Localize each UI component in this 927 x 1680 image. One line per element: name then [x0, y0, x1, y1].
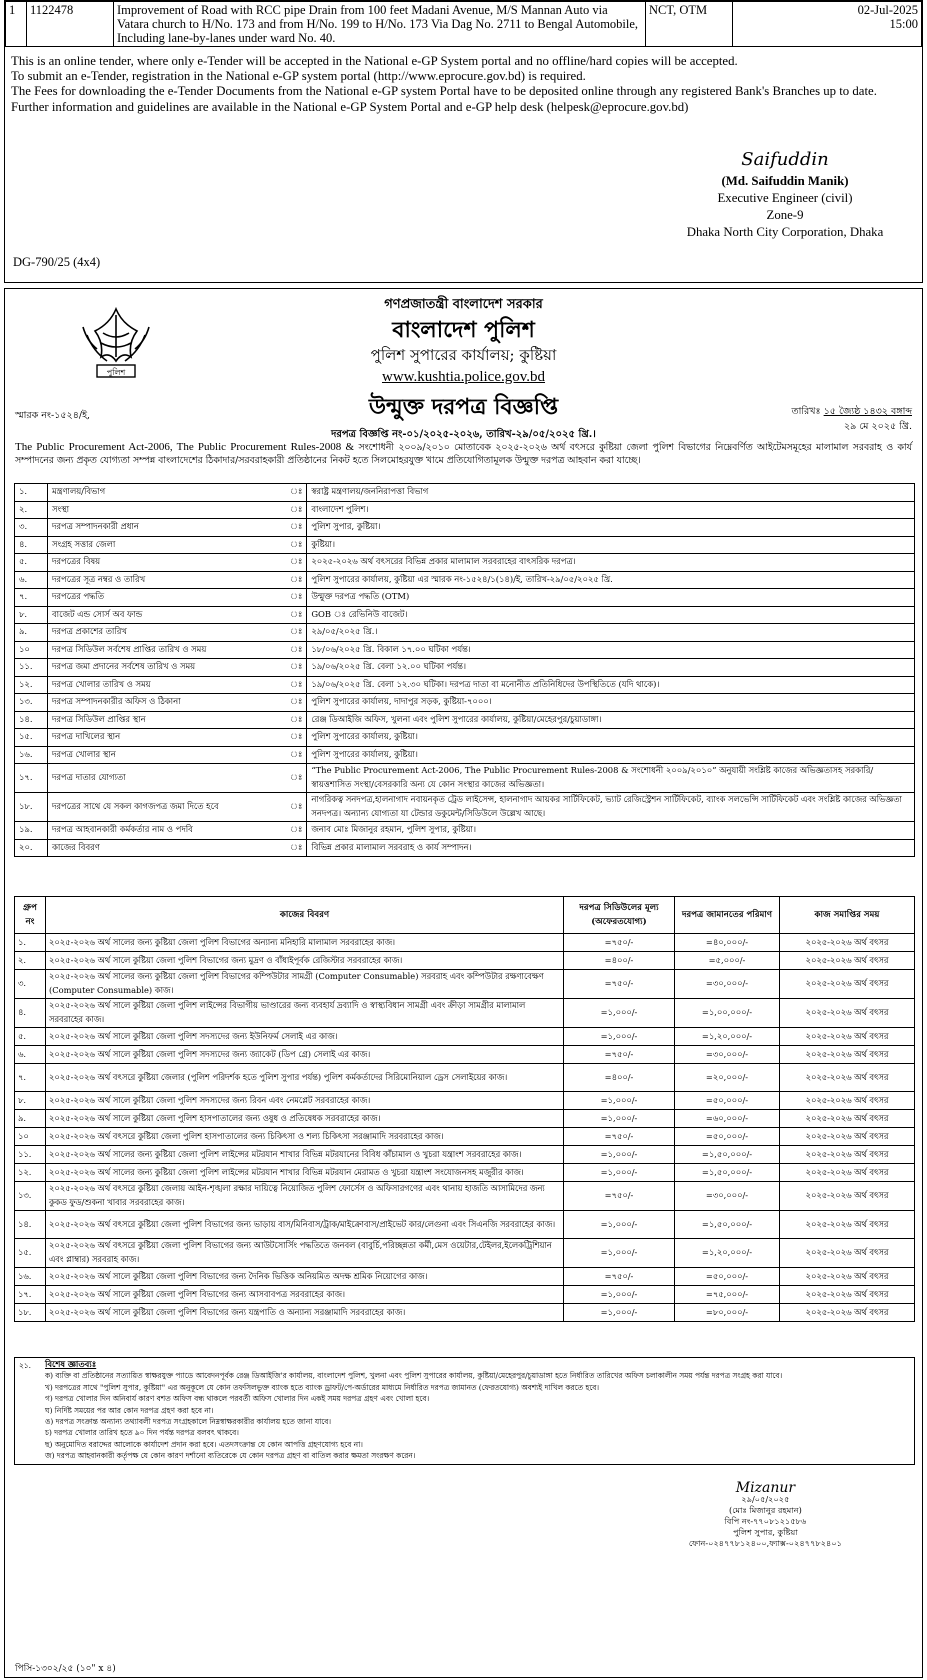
office-name: পুলিশ সুপারের কার্যালয়; কুষ্টিয়া [370, 346, 557, 364]
work-period: ২০২৫-২০২৬ অর্থ বৎসর [780, 1211, 915, 1239]
work-sl: ১৭. [15, 1286, 46, 1304]
date-label: তারিখঃ [791, 406, 821, 417]
row-number: ১৪. [15, 711, 48, 729]
row-separator: ঃ [286, 606, 307, 624]
signature-scrawl: Saifuddin [741, 149, 829, 170]
tender-method: NCT, OTM [646, 2, 733, 47]
table-row [15, 970, 915, 999]
table-row [15, 952, 915, 970]
row-value: রেঞ্জ ডিআইজি অফিস, খুলনা এবং পুলিশ সুপারের কার্যালয়, কুষ্টিয়া/মেহেরপুর/চুয়াডাঙ্গা। [307, 711, 915, 729]
row-separator: ঃ [286, 659, 307, 677]
paragraph: To submit an e-Tender, registration in the National e-GP system portal (http://www.eprocure.gov.bd) is required. [11, 69, 586, 84]
date-bangla: ১৫ জ্যৈষ্ঠ ১৪৩২ বঙ্গাব্দ [823, 406, 912, 417]
work-period: ২০২৫-২০২৬ অর্থ বৎসর [780, 1164, 915, 1182]
work-sl: ২. [15, 952, 46, 970]
work-description: ২০২৫-২০২৬ অর্থ সালে কুষ্টিয়া জেলা পুলিশ সদস্যদের জন্য ইউনিফর্ম সেলাই এর কাজ। [46, 1028, 564, 1046]
note-item: গ) দরপত্র খোলার দিন অনিবার্য কারণ বশত অফিস বন্ধ থাকলে পরবর্তী অফিস খোলার দিন একই সময় দরপত্র গ্রহণ এবং খোলা হবে। [45, 1394, 430, 1404]
work-period: ২০২৫-২০২৬ অর্থ বৎসর [780, 1064, 915, 1092]
work-security: =৩০,০০০/- [675, 1182, 780, 1211]
work-security: =৫০,০০০/- [675, 1128, 780, 1146]
row-separator: ঃ [286, 839, 307, 857]
work-description: ২০২৫-২০২৬ অর্থ সালের জন্য কুষ্টিয়া জেলা পুলিশ বিভাগের অন্যান্য মনিহারি মালামাল সরবরাহের কাজ। [46, 934, 564, 952]
row-value: নাগরিকত্ব সনদপত্র,হালনাগাদ নবায়নকৃত ট্রেড লাইসেন্স, হালনাগাদ আয়কর সার্টিফিকেট, ভ্যাট রেজিস্ট্রেশন সার্টিফিকেট, ব্যাংক সলভেন্সি সার্টিফিকেট এবং সংশ্লিষ্ট কাজের অভিজ্ঞতা সনদপত্র। অন্যান্য যোগ্যতা যা টেন্ডার ডকুমেন্ট/সিডিউলে উল্লেখ আছে। [307, 793, 915, 822]
work-period: ২০২৫-২০২৬ অর্থ বৎসর [780, 970, 915, 999]
work-sl: ১১. [15, 1146, 46, 1164]
paragraph: The Fees for downloading the e-Tender Documents from the National e-GP system Portal have to be deposited online through any registered Bank's Branches up to date. [11, 84, 877, 99]
closing-datetime [733, 2, 922, 47]
row-sl: 1 [6, 2, 27, 47]
work-description: ২০২৫-২০২৬ অর্থ সালে কুষ্টিয়া জেলা পুলিশ বিভাগের জন্য যন্ত্রপাতি ও অন্যান্য সরঞ্জামাদি সরবরাহের কাজ। [46, 1304, 564, 1322]
row-label: দরপত্র সিডিউল সর্বশেষ প্রাপ্তির তারিখ ও সময় [48, 641, 287, 659]
row-label: মন্ত্রণালয়/বিভাগ [48, 484, 287, 502]
col-period: কাজ সমাপ্তির সময় [780, 897, 915, 934]
work-fee: =৭৫০/- [564, 1128, 675, 1146]
row-value: পুলিশ সুপারের কার্যালয়, কুষ্টিয়া এর স্মারক নং-১৫২৪/১(১৪)/ই, তারিখ-২৯/০৫/২০২৫ খ্রি. [307, 571, 915, 589]
work-sl: ১৩. [15, 1182, 46, 1211]
row-label: দরপত্র দাখিলের স্থান [48, 729, 287, 747]
work-sl: ১২. [15, 1164, 46, 1182]
table-row [15, 1239, 915, 1268]
work-sl: ৫. [15, 1028, 46, 1046]
work-description: ২০২৫-২০২৬ অর্থ সালে কুষ্টিয়া জেলা পুলিশ সদস্যদের জন্য রিবন এবং নেমপ্লেট সরবরাহের কাজ। [46, 1092, 564, 1110]
row-number: ২০. [15, 839, 48, 857]
closing-date: 02-Jul-2025 [857, 3, 918, 17]
row-number: ৭. [15, 589, 48, 607]
tender-description: Improvement of Road with RCC pipe Drain from 100 feet Madani Avenue, M/S Mannan Auto via Vatara church to H/No. 173 and from H/No. 199 to H/No. 173 Via Dag No. 2711 to Bengal Automobile, Including lane-by-lanes under ward No. 40. [114, 2, 646, 47]
row-value: উন্মুক্ত দরপত্র পদ্ধতি (OTM) [307, 589, 915, 607]
work-fee: =৪০০/- [564, 1064, 675, 1092]
row-separator: ঃ [286, 694, 307, 712]
work-fee: =১,০০০/- [564, 1110, 675, 1128]
notes-heading: বিশেষ জ্ঞাতব্যঃ [45, 1359, 97, 1369]
work-fee: =৭৫০/- [564, 970, 675, 999]
note-item: ঙ) দরপত্র সংক্রান্ত অন্যান্য তথ্যাবলী দরপত্র সংগ্রহকালে নিম্নস্বাক্ষরকারীর কার্যালয় হতে জানা যাবে। [45, 1417, 331, 1427]
table-row [15, 1182, 915, 1211]
signature-block [688, 1480, 842, 1549]
notice-header [5, 295, 922, 427]
signatory-name: (মোঃ মিজানুর রহমান) [729, 1505, 802, 1515]
notes-number: ২১. [19, 1361, 31, 1370]
row-separator: ঃ [286, 624, 307, 642]
row-separator: ঃ [286, 519, 307, 537]
table-row [15, 793, 915, 822]
work-period: ২০২৫-২০২৬ অর্থ বৎসর [780, 1046, 915, 1064]
table-row [15, 589, 915, 607]
work-security: =৪০,০০০/- [675, 934, 780, 952]
work-security: =৫০,০০০/- [675, 1268, 780, 1286]
dept-name: বাংলাদেশ পুলিশ [392, 317, 535, 343]
memo-number: স্মারক নং-১৫২৪/ই, [15, 410, 91, 421]
table-row [15, 1110, 915, 1128]
table-row [15, 839, 915, 857]
row-value: জনাব মোঃ মিজানুর রহমান, পুলিশ সুপার, কুষ্টিয়া। [307, 822, 915, 840]
work-security: =৫০,০০০/- [675, 1092, 780, 1110]
note-item: খ) দরপত্রের সাথে "পুলিশ সুপার, কুষ্টিয়া" এর অনুকূলে যে কোন তফসিলভুক্ত ব্যাংক হতে ব্যাংক ড্রাফট/পে-অর্ডারের মাধ্যমে নির্ধারিত দরপত্র জামানত (ফেরতযোগ্য) অবশ্যই দাখিল করতে হবে। [45, 1382, 600, 1392]
dg-number: DG-790/25 (4x4) [13, 255, 101, 269]
row-number: ৬. [15, 571, 48, 589]
table-row [15, 764, 915, 793]
work-description: ২০২৫-২০২৬ অর্থ বৎসরে কুষ্টিয়া জেলার (পুলিশ পরিদর্শক হতে পুলিশ সুপার পর্যন্ত) পুলিশ কর্মকর্তাদের সিরিমোনিয়াল ড্রেস সেলাইয়ের কাজ। [46, 1064, 564, 1092]
work-fee: =১,০০০/- [564, 1028, 675, 1046]
row-value: GOB ঃ রেভিনিউ বাজেট। [307, 606, 915, 624]
table-row [15, 694, 915, 712]
row-number: ৮. [15, 606, 48, 624]
work-sl: ৭. [15, 1064, 46, 1092]
work-period: ২০২৫-২০২৬ অর্থ বৎসর [780, 1286, 915, 1304]
work-sl: ১৬. [15, 1268, 46, 1286]
row-separator: ঃ [286, 729, 307, 747]
work-security: =১,২০,০০০/- [675, 1239, 780, 1268]
police-tender-notice [4, 288, 923, 1678]
row-separator: ঃ [286, 641, 307, 659]
table-row [15, 1286, 915, 1304]
row-label: কাজের বিবরণ [48, 839, 287, 857]
work-period: ২০২৫-২০২৬ অর্থ বৎসর [780, 1239, 915, 1268]
work-fee: =৪০০/- [564, 952, 675, 970]
work-description: ২০২৫-২০২৬ অর্থ সালে কুষ্টিয়া জেলা পুলিশ লাইন্সের বিভাগীয় ভাণ্ডারের জন্য ব্যবহার্য দ্রব্যাদি ও স্বাস্থ্যবিধান সামগ্রী এবং ক্রীড়া সামগ্রীর মালামাল সরবরাহের কাজ। [46, 999, 564, 1028]
work-security: =৩০,০০০/- [675, 1046, 780, 1064]
row-label: দরপত্র প্রকাশের তারিখ [48, 624, 287, 642]
row-separator: ঃ [286, 589, 307, 607]
row-label: দরপত্র সম্পাদনকারীর অফিস ও ঠিকানা [48, 694, 287, 712]
row-value: “The Public Procurement Act-2006, The Public Procurement Rules-2008 & সংশোধনী ২০০৯/২০১০” অনুযায়ী সংশ্লিষ্ট কাজের অভিজ্ঞতাসহ সরকারি/স্বায়ত্তশাসিত সংস্থা/বেসরকারি অন্য যে কোন সংস্থার কাজের অভিজ্ঞতা। [307, 764, 915, 793]
work-period: ২০২৫-২০২৬ অর্থ বৎসর [780, 1092, 915, 1110]
row-number: ১. [15, 484, 48, 502]
table-row [15, 711, 915, 729]
row-number: ১৬. [15, 746, 48, 764]
row-separator: ঃ [286, 711, 307, 729]
work-security: =১,৫০,০০০/- [675, 1146, 780, 1164]
row-value: ১৮/০৬/২০২৫ খ্রি. বিকাল ১৭.০০ ঘটিকা পর্যন্ত। [307, 641, 915, 659]
work-sl: ৮. [15, 1092, 46, 1110]
work-description: ২০২৫-২০২৬ অর্থ বৎসরে কুষ্টিয়া জেলা পুলিশ বিভাগের জন্য আউটসোর্সিং পদ্ধতিতে জনবল (বাবুর্চি,পরিচ্ছন্নতা কর্মী,মেস ওয়েটার,টেইলর,ইলেকট্রিশিয়ান এবং প্লাম্বার) সরবরাহ কাজ। [46, 1239, 564, 1268]
col-fee: দরপত্র সিডিউলের মূল্য (অফেরতযোগ্য) [564, 897, 675, 934]
govt-name: গণপ্রজাতন্ত্রী বাংলাদেশ সরকার [384, 297, 543, 312]
table-row [15, 1304, 915, 1322]
row-value: পুলিশ সুপারের কার্যালয়, কুষ্টিয়া। [307, 729, 915, 747]
signature-scrawl: Mizanur [735, 1480, 796, 1496]
row-number: ৩. [15, 519, 48, 537]
work-security: =৫,০০০/- [675, 952, 780, 970]
table-row [15, 999, 915, 1028]
row-separator: ঃ [286, 501, 307, 519]
work-security: =৩০,০০০/- [675, 970, 780, 999]
signatory-designation: পুলিশ সুপার, কুষ্টিয়া [733, 1527, 798, 1537]
table-row [15, 554, 915, 572]
row-number: ১৯. [15, 822, 48, 840]
note-item: ঘ) নির্দিষ্ট সময়ের পর আর কোন দরপত্র গ্রহণ করা হবে না। [45, 1405, 214, 1415]
page-title: উন্মুক্ত দরপত্র বিজ্ঞপ্তি [368, 394, 559, 420]
work-period: ২০২৫-২০২৬ অর্থ বৎসর [780, 1182, 915, 1211]
col-group: গ্রুপ নং [15, 897, 46, 934]
table-row [6, 2, 922, 47]
row-label: দরপত্রের সূত্র নম্বর ও তারিখ [48, 571, 287, 589]
top-tender-table [5, 1, 922, 47]
works-table [14, 896, 915, 1322]
row-label: দরপত্রের সাথে যে সকল কাগজপত্র জমা দিতে হবে [48, 793, 287, 822]
table-row [15, 1064, 915, 1092]
table-row [15, 606, 915, 624]
table-row [15, 1028, 915, 1046]
table-row [15, 676, 915, 694]
note-item: চ) দরপত্র খোলার তারিখ হতে ৯০ দিন পর্যন্ত দরপত্র বলবৎ থাকবে। [45, 1428, 239, 1438]
row-label: দরপত্র খোলার স্থান [48, 746, 287, 764]
work-security: =২০,০০০/- [675, 1064, 780, 1092]
work-sl: ১৪. [15, 1211, 46, 1239]
signatory-office: Dhaka North City Corporation, Dhaka [686, 225, 884, 239]
work-period: ২০২৫-২০২৬ অর্থ বৎসর [780, 1128, 915, 1146]
work-security: =৬০,০০০/- [675, 1110, 780, 1128]
row-label: দরপত্র সম্পাদনকারী প্রধান [48, 519, 287, 537]
intro-paragraph [15, 441, 912, 467]
row-label: দরপত্রের পদ্ধতি [48, 589, 287, 607]
work-period: ২০২৫-২০২৬ অর্থ বৎসর [780, 1304, 915, 1322]
col-description: কাজের বিবরণ [46, 897, 564, 934]
work-description: ২০২৫-২০২৬ অর্থ বৎসরে কুষ্টিয়া জেলা পুলিশ হাসপাতালের জন্য চিকিৎসা ও শল্য চিকিৎসা সরঞ্জামাদি সরবরাহের কাজ। [46, 1128, 564, 1146]
row-separator: ঃ [286, 793, 307, 822]
note-item: জ) দরপত্র আহবানকারী কর্তৃপক্ষ যে কোন কারণ দর্শানো ব্যতিরেকে যে কোন দরপত্র গ্রহণ বা বাতিল করার ক্ষমতা সংরক্ষণ করেন। [45, 1451, 416, 1461]
table-row [15, 484, 915, 502]
work-sl: ৬. [15, 1046, 46, 1064]
work-description: ২০২৫-২০২৬ অর্থ সালের জন্য কুষ্টিয়া জেলা পুলিশ লাইন্সের মটরযান শাখার বিভিন্ন মটরযান মেরামত ও খুচরা যন্ত্রাংশ সংযোজনসহ মজুরীর কাজ। [46, 1164, 564, 1182]
work-period: ২০২৫-২০২৬ অর্থ বৎসর [780, 999, 915, 1028]
row-number: ১৮. [15, 793, 48, 822]
special-notes [14, 1357, 915, 1465]
emblem-label: পুলিশ [106, 368, 126, 377]
work-description: ২০২৫-২০২৬ অর্থ সালে কুষ্টিয়া জেলা পুলিশ বিভাগের জন্য মুদ্রণ ও বাঁধাইপূর্বক রেজিস্টার সরবরাহের কাজ। [46, 952, 564, 970]
notes-list [45, 1370, 910, 1461]
closing-time: 15:00 [889, 17, 918, 31]
table-row [15, 1128, 915, 1146]
row-number: ১১. [15, 659, 48, 677]
work-sl: ৩. [15, 970, 46, 999]
row-separator: ঃ [286, 822, 307, 840]
row-separator: ঃ [286, 554, 307, 572]
row-label: দরপত্রের বিষয় [48, 554, 287, 572]
table-row [15, 729, 915, 747]
work-sl: ১. [15, 934, 46, 952]
table-row [15, 1092, 915, 1110]
work-description: ২০২৫-২০২৬ অর্থ বৎসরে কুষ্টিয়া জেলা পুলিশ বিভাগের জন্য ভাড়ায় বাস/মিনিবাস/ট্রাক/মাইক্রোবাস/প্রাইভেট কার/লেগুনা এবং সিএনজি সরবরাহের কাজ। [46, 1211, 564, 1239]
table-row [15, 1268, 915, 1286]
intro-bangla: সংশোধনী ২০০৯/২০১০ মোতাবেক ২০২৫-২০২৬ অর্থ বৎসরে কুষ্টিয়া জেলা পুলিশ বিভাগের নিম্নেবর্ণিত আইটেমসমূহের মালামাল সরবরাহ ও কার্য সম্পাদনের জন্য প্রকৃত যোগ্যতা সম্পন্ন বাংলাদেশের ঠিকাদার/সরবরাহকারী প্রতিষ্ঠানের নিকট হতে সিলমোহরযুক্ত খামে প্রতিযোগিতামূলক উন্মুক্ত দরপত্র আহবান করা যাচ্ছে। [15, 442, 912, 466]
table-row [15, 822, 915, 840]
table-row [15, 536, 915, 554]
row-value: পুলিশ সুপারের কার্যালয়, কুষ্টিয়া। [307, 746, 915, 764]
top-notice-paragraphs [5, 47, 922, 115]
row-label: দরপত্র দাতার যোগ্যতা [48, 764, 287, 793]
tender-info-table [14, 483, 915, 857]
work-fee: =১,০০০/- [564, 1211, 675, 1239]
pc-number: পিসি-১৩০২/২৫ (১০" x ৪) [15, 1664, 116, 1674]
work-period: ২০২৫-২০২৬ অর্থ বৎসর [780, 952, 915, 970]
row-separator: ঃ [286, 571, 307, 589]
work-sl: ৪. [15, 999, 46, 1028]
paragraph: Further information and guidelines are available in the National e-GP System Portal and e-GP help desk (helpesk@eprocure.gov.bd) [11, 99, 689, 114]
row-separator: ঃ [286, 484, 307, 502]
row-number: ৫. [15, 554, 48, 572]
signatory-zone: Zone-9 [766, 208, 804, 222]
row-number: ১০ [15, 641, 48, 659]
work-sl: ১০ [15, 1128, 46, 1146]
work-period: ২০২৫-২০২৬ অর্থ বৎসর [780, 1268, 915, 1286]
table-header-row [15, 897, 915, 934]
row-number: ১৭. [15, 764, 48, 793]
table-row [15, 1164, 915, 1182]
tender-id: 1122478 [27, 2, 114, 47]
row-number: ১৫. [15, 729, 48, 747]
table-row [15, 624, 915, 642]
signatory-name: (Md. Saifuddin Manik) [721, 174, 849, 188]
table-row [15, 571, 915, 589]
work-fee: =১,০০০/- [564, 1286, 675, 1304]
work-description: ২০২৫-২০২৬ অর্থ সালে কুষ্টিয়া জেলা পুলিশ বিভাগের জন্য আসবাবপত্র সরবরাহের কাজ। [46, 1286, 564, 1304]
row-label: সংস্থা [48, 501, 287, 519]
work-description: ২০২৫-২০২৬ অর্থ সালের জন্য কুষ্টিয়া জেলা পুলিশ লাইন্সের মটরযান শাখার বিভিন্ন মটরযানের বিবিধ কাঁচামাল ও খুচরা যন্ত্রাংশ সরবরাহের কাজ। [46, 1146, 564, 1164]
work-fee: =৭৫০/- [564, 1182, 675, 1211]
top-tender-notice [4, 0, 923, 283]
row-value: বিভিন্ন প্রকার মালামাল সরবরাহ ও কার্য সম্পাদন। [307, 839, 915, 857]
work-fee: =৭৫০/- [564, 1268, 675, 1286]
work-sl: ১৫. [15, 1239, 46, 1268]
row-separator: ঃ [286, 676, 307, 694]
signature-date: ২৯/০৫/২০২৫ [741, 1494, 790, 1504]
table-row [15, 1211, 915, 1239]
work-description: ২০২৫-২০২৬ অর্থ বৎসরে কুষ্টিয়া জেলায় আইন-শৃঙ্খলা রক্ষার দায়িত্বে নিয়োজিত পুলিশ ফোর্সেস ও অফিসারগণের এবং থানায় হাজতি আসামিদের জন্য কুকড ফুড/শুকনা খাবার সরবরাহের কাজ। [46, 1182, 564, 1211]
work-security: =১,২০,০০০/- [675, 1028, 780, 1046]
row-label: সংগ্রহ সত্তার জেলা [48, 536, 287, 554]
work-period: ২০২৫-২০২৬ অর্থ বৎসর [780, 1110, 915, 1128]
note-item: ক) ব্যক্তি বা প্রতিষ্ঠানের সত্যায়িত স্বাক্ষরযুক্ত প্যাডে আবেদনপূর্বক রেঞ্জ ডিআইজি'র কার্যালয়, বাংলাদেশ পুলিশ, খুলনা এবং পুলিশ সুপারের কার্যালয়, কুষ্টিয়া/মেহেরপুর/চুয়াডাঙ্গা হতে নির্ধারিত তারিখের অফিস চলাকালীন সময় পর্যন্ত দরপত্র সংগ্রহ করা যাবে। [45, 1371, 783, 1381]
work-period: ২০২৫-২০২৬ অর্থ বৎসর [780, 934, 915, 952]
work-description: ২০২৫-২০২৬ অর্থ সালে কুষ্টিয়া জেলা পুলিশ হাসপাতালের জন্য ওষুধ ও প্রতিষেধক সরবরাহের কাজ। [46, 1110, 564, 1128]
work-fee: =১,০০০/- [564, 1092, 675, 1110]
row-value: পুলিশ সুপার, কুষ্টিয়া। [307, 519, 915, 537]
row-number: ১২. [15, 676, 48, 694]
work-security: =৮০,০০০/- [675, 1304, 780, 1322]
table-row [15, 934, 915, 952]
row-label: দরপত্র আহবানকারী কর্মকর্তার নাম ও পদবি [48, 822, 287, 840]
work-sl: ৯. [15, 1110, 46, 1128]
date-english: ২৯ মে ২০২৫ খ্রি. [843, 421, 912, 432]
row-value: ১৯/০৬/২০২৫ খ্রি. বেলা ১২.৩০ ঘটিকা। দরপত্র দাতা বা মনোনীত প্রতিনিধিদের উপস্থিতিতে (যদি থাকে)। [307, 676, 915, 694]
signatory-phone: ফোন-০২৪৭৭৮১২৪০০,ফ্যাক্স-০২৪৭৭৮২৪০১ [688, 1538, 842, 1548]
work-security: =১,০০,০০০/- [675, 999, 780, 1028]
row-value: ১৯/০৬/২০২৫ খ্রি. বেলা ১২.০০ ঘটিকা পর্যন্ত। [307, 659, 915, 677]
row-separator: ঃ [286, 746, 307, 764]
row-value: কুষ্টিয়া। [307, 536, 915, 554]
note-item: ছ) অনুমোদিত বরাদ্দের আলোকে কার্যাদেশ প্রদান করা হবে। এতদসংক্রান্ত যে কোন আপত্তি গ্রহণযোগ্য হবে না। [45, 1439, 363, 1449]
paragraph: This is an online tender, where only e-Tender will be accepted in the National e-GP System portal and no offline/hard copies will be accepted. [11, 54, 738, 68]
col-security: দরপত্র জামানতের পরিমাণ [675, 897, 780, 934]
tender-number: দরপত্র বিজ্ঞপ্তি নং-০১/২০২৫-২০২৬, তারিখ-২৯/০৫/২০২৫ খ্রি.। [331, 429, 596, 440]
signatory-designation: Executive Engineer (civil) [717, 191, 853, 205]
work-fee: =১,০০০/- [564, 1239, 675, 1268]
work-description: ২০২৫-২০২৬ অর্থ সালের জন্য কুষ্টিয়া জেলা পুলিশ বিভাগের কম্পিউটার সামগ্রী (Computer Consumable) সরবরাহ এবং কম্পিউটার রক্ষণাবেক্ষণ (Computer Consumable) কাজ। [46, 970, 564, 999]
signature-block [670, 151, 900, 241]
row-number: ২. [15, 501, 48, 519]
table-row [15, 501, 915, 519]
work-period: ২০২৫-২০২৬ অর্থ বৎসর [780, 1146, 915, 1164]
table-row [15, 1046, 915, 1064]
table-row [15, 641, 915, 659]
website-link[interactable]: www.kushtia.police.gov.bd [381, 369, 546, 385]
row-value: ২৯/০৫/২০২৫ খ্রি.। [307, 624, 915, 642]
work-fee: =৭৫০/- [564, 934, 675, 952]
row-label: দরপত্র খোলার তারিখ ও সময় [48, 676, 287, 694]
table-row [15, 659, 915, 677]
work-period: ২০২৫-২০২৬ অর্থ বৎসর [780, 1028, 915, 1046]
row-value: বাংলাদেশ পুলিশ। [307, 501, 915, 519]
work-sl: ১৮. [15, 1304, 46, 1322]
table-row [15, 519, 915, 537]
work-description: ২০২৫-২০২৬ অর্থ সালে কুষ্টিয়া জেলা পুলিশ বিভাগের জন্য দৈনিক ভিত্তিক অনিয়মিত অদক্ষ শ্রমিক নিয়োগের কাজ। [46, 1268, 564, 1286]
table-row [15, 746, 915, 764]
work-fee: =১,০০০/- [564, 1146, 675, 1164]
work-security: =১,৫০,০০০/- [675, 1164, 780, 1182]
row-label: দরপত্র সিডিউল প্রাপ্তির স্থান [48, 711, 287, 729]
work-security: =৭৫,০০০/- [675, 1286, 780, 1304]
row-label: বাজেট এন্ড সোর্স অব ফান্ড [48, 606, 287, 624]
work-fee: =১,০০০/- [564, 1164, 675, 1182]
signatory-bp: বিপি নং-৭৭০৮১২১৫৮৬ [724, 1516, 807, 1526]
work-fee: =১,০০০/- [564, 1304, 675, 1322]
intro-english: The Public Procurement Act-2006, The Public Procurement Rules-2008 & [15, 441, 355, 453]
row-value: ২০২৫-২০২৬ অর্থ বৎসরের বিভিন্ন প্রকার মালামাল সরবরাহের বাৎসরিক দরপত্র। [307, 554, 915, 572]
row-label: দরপত্র জমা প্রদানের সর্বশেষ তারিখ ও সময় [48, 659, 287, 677]
row-number: ১৩. [15, 694, 48, 712]
work-fee: =৭৫০/- [564, 1046, 675, 1064]
row-separator: ঃ [286, 764, 307, 793]
row-separator: ঃ [286, 536, 307, 554]
row-value: পুলিশ সুপারের কার্যালয়, দাদাপুর সড়ক, কুষ্টিয়া-৭০০০। [307, 694, 915, 712]
table-row [15, 1146, 915, 1164]
row-number: ৯. [15, 624, 48, 642]
work-description: ২০২৫-২০২৬ অর্থ সালে কুষ্টিয়া জেলা পুলিশ সদস্যদের জন্য জ্যাকেট (ডিপ গ্রে) সেলাই এর কাজ। [46, 1046, 564, 1064]
row-value: স্বরাষ্ট্র মন্ত্রণালয়/জননিরাপত্তা বিভাগ [307, 484, 915, 502]
row-number: ৪. [15, 536, 48, 554]
work-fee: =১,০০০/- [564, 999, 675, 1028]
work-security: =১,৫০,০০০/- [675, 1211, 780, 1239]
